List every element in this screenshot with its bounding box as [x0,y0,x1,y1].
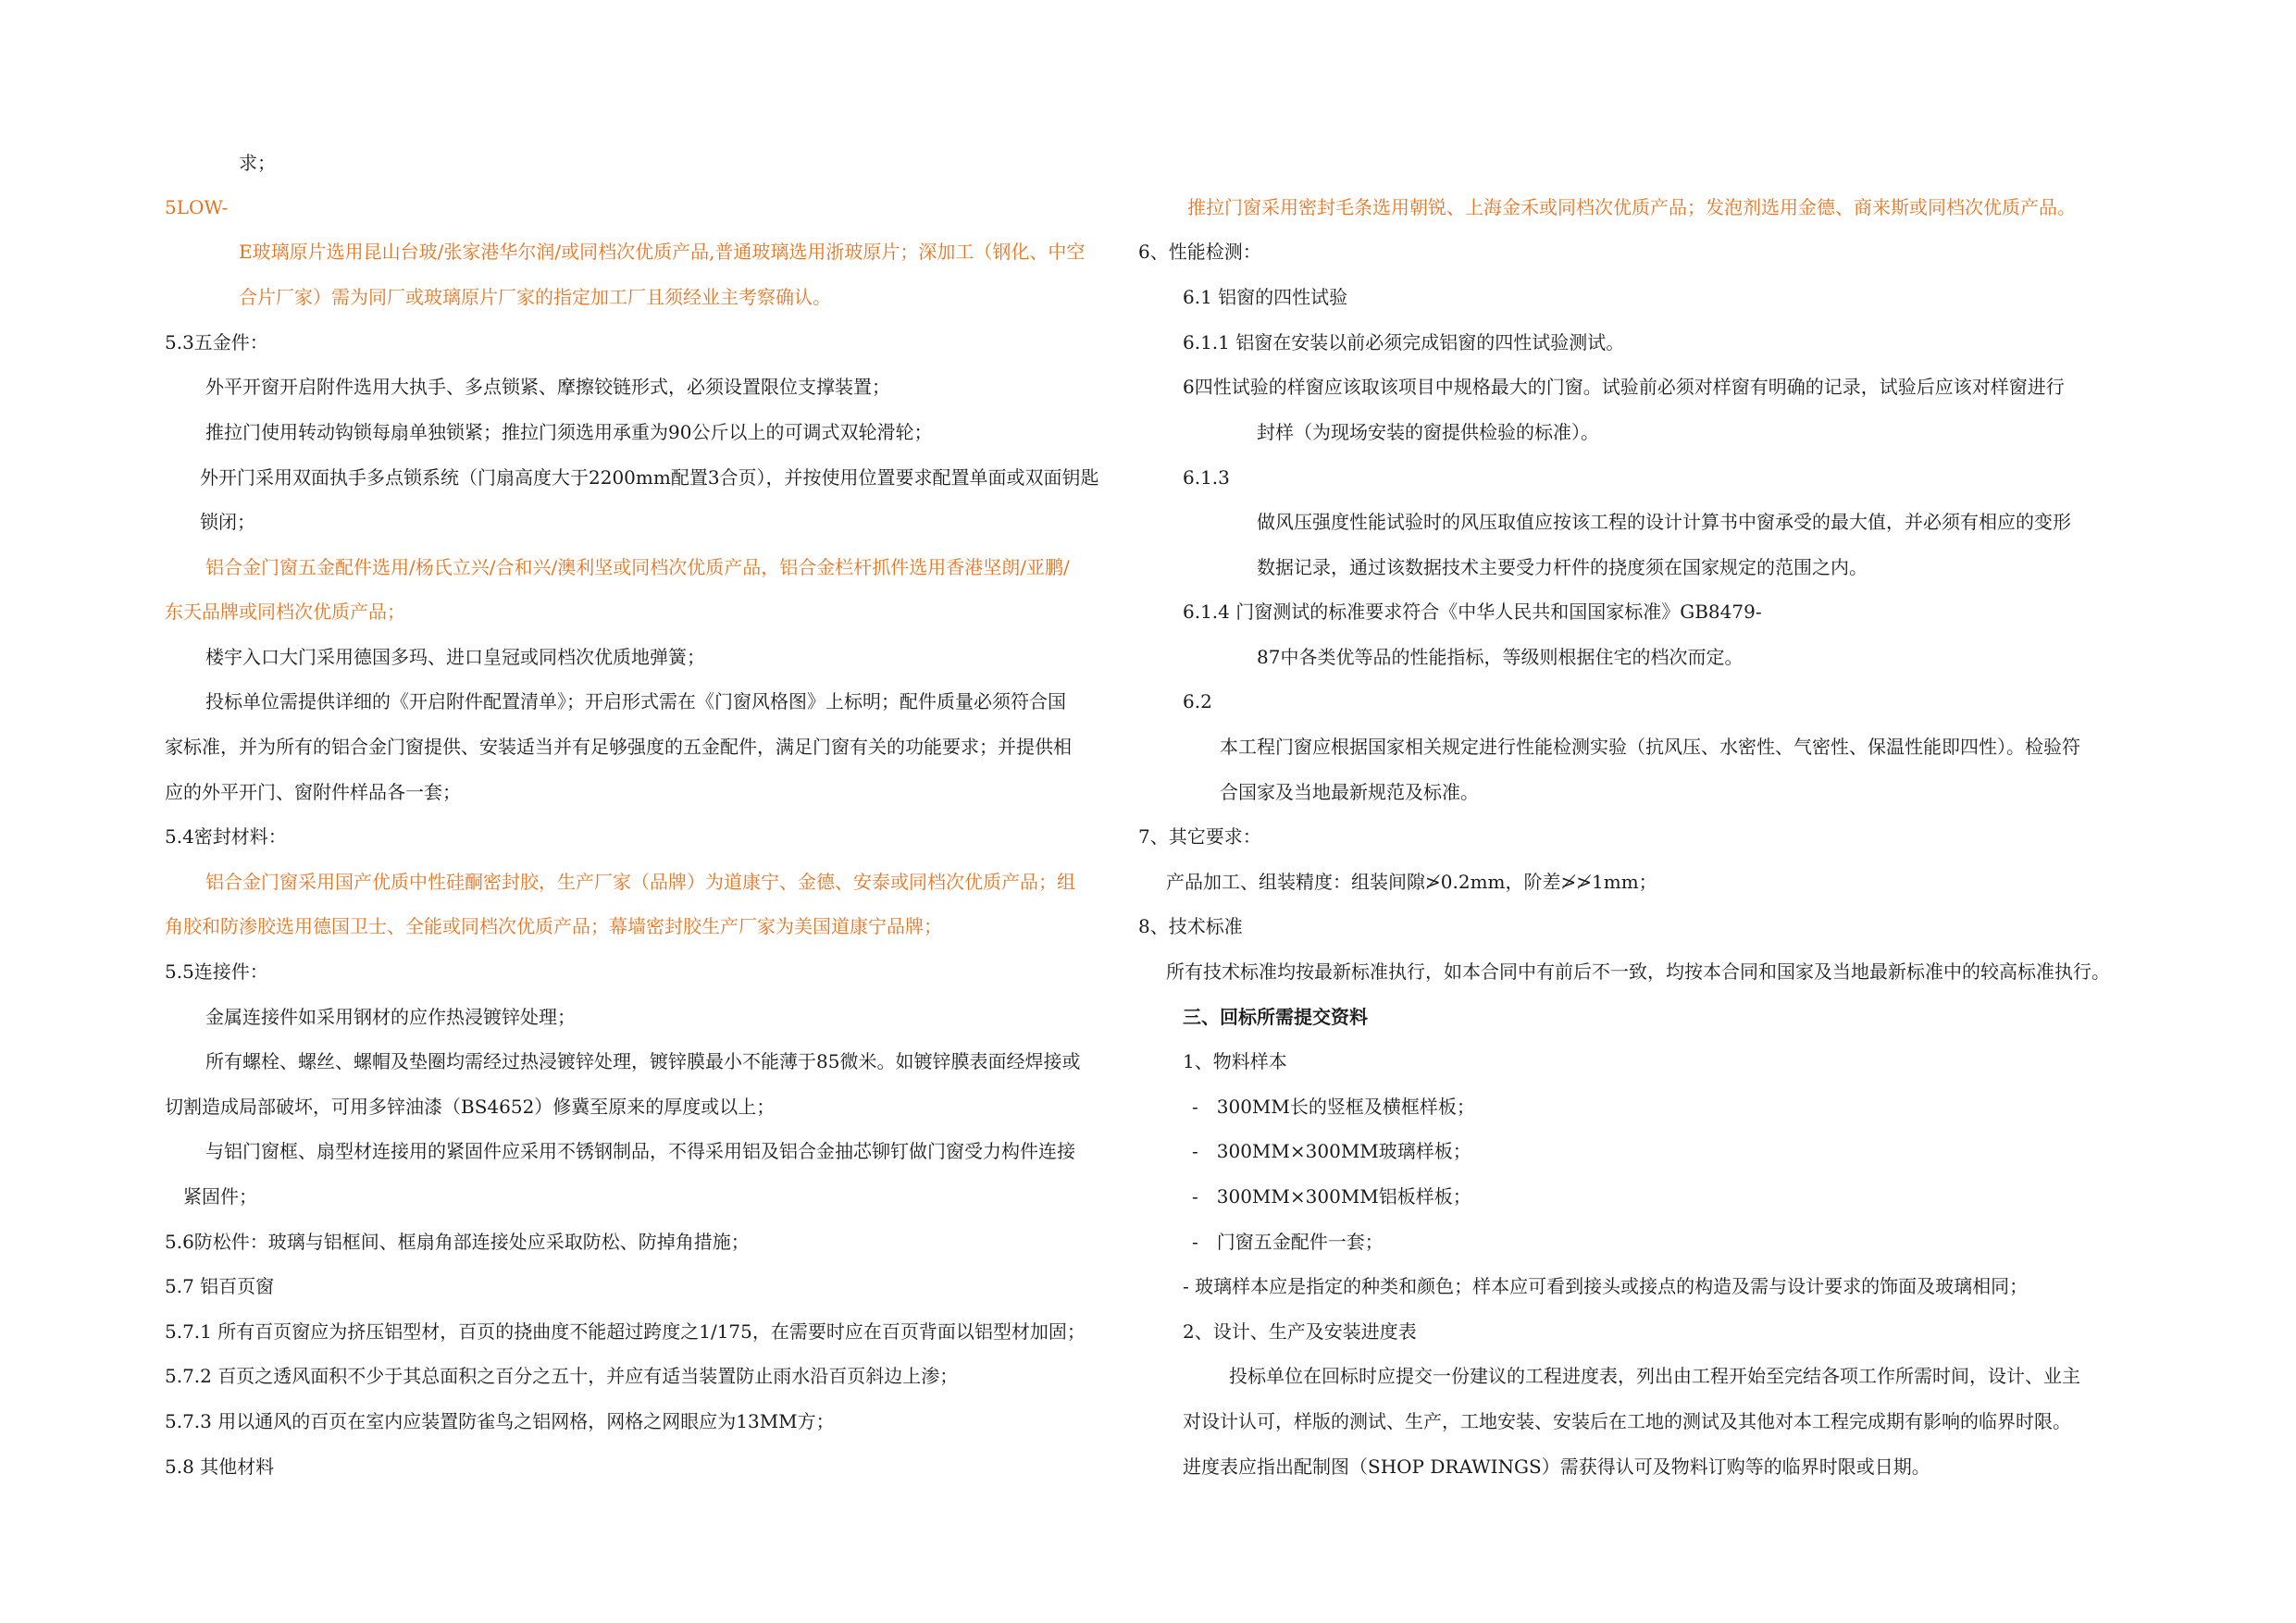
text-line: 紧固件； [183,1185,257,1208]
text-line: 外平开窗开启附件选用大执手、多点锁紧、摩擦铰链形式，必须设置限位支撑装置； [205,376,890,398]
text-line: 推拉门使用转动钩锁每扇单独锁紧；推拉门须选用承重为90公斤以上的可调式双轮滑轮； [205,421,933,443]
text-line: 87中各类优等品的性能指标，等级则根据住宅的档次而定。 [1257,646,1744,668]
text-line: 与铝门窗框、扇型材连接用的紧固件应采用不锈钢制品，不得采用铝及铝合金抽芯铆钉做门窗受力构件连接 [205,1140,1075,1162]
subsection-heading: 1、物料样本 [1183,1050,1287,1072]
text-line: 家标准，并为所有的铝合金门窗提供、安装适当并有足够强度的五金配件，满足门窗有关的功能要求；并提供相 [165,736,1072,758]
highlighted-text-line: 5LOW- [165,196,229,218]
text-line: 锁闭； [200,511,255,533]
text-line: 金属连接件如采用钢材的应作热浸镀锌处理； [205,1006,576,1028]
text-line: 切割造成局部破坏，可用多锌油漆（BS4652）修冀至原来的厚度或以上； [165,1096,776,1118]
list-item: - 300MM×300MM玻璃样板； [1192,1140,1471,1162]
text-line: 求； [239,152,276,174]
section-heading: 5.4密封材料： [165,825,287,848]
text-line: 6四性试验的样窗应该取该项目中规格最大的门窗。试验前必须对样窗有明确的记录，试验后应该对样窗进行 [1183,376,2065,398]
section-heading: 5.3五金件： [165,331,268,353]
section-number: 6.2 [1183,690,1212,712]
text-line: 应的外平开门、窗附件样品各一套； [165,781,461,803]
text-line: 外开门采用双面执手多点锁系统（门扇高度大于2200mm配置3合页），并按使用位置要求配置单面或双面钥匙 [200,466,1099,489]
text-line: 本工程门窗应根据国家相关规定进行性能检测实验（抗风压、水密性、气密性、保温性能即四性）。检验符 [1220,736,2080,758]
text-line: 做风压强度性能试验时的风压取值应按该工程的设计计算书中窗承受的最大值，并必须有相应的变形 [1257,511,2071,533]
subsection-heading: 2、设计、生产及安装进度表 [1183,1320,1417,1343]
section-heading: 5.7 铝百页窗 [165,1275,275,1297]
section-heading: 5.5连接件： [165,960,268,983]
highlighted-text-line: 合片厂家）需为同厂或玻璃原片厂家的指定加工厂且须经业主考察确认。 [239,286,831,308]
list-item: - 300MM长的竖框及横框样板； [1192,1096,1475,1118]
highlighted-text-line: E玻璃原片选用昆山台玻/张家港华尔润/或同档次优质产品,普通玻璃选用浙玻原片；深加工（钢化、中空 [239,241,1086,263]
highlighted-text-line: 角胶和防渗胶选用德国卫士、全能或同档次优质产品；幕墙密封胶生产厂家为美国道康宁品牌； [165,915,942,937]
text-line: 楼宇入口大门采用德国多玛、进口皇冠或同档次优质地弹簧； [205,646,705,668]
highlighted-text-line: 铝合金门窗采用国产优质中性硅酮密封胶，生产厂家（品牌）为道康宁、金德、安泰或同档次优质产品；组 [205,871,1075,893]
text-line: 合国家及当地最新规范及标准。 [1220,781,1479,803]
text-line: 投标单位在回标时应提交一份建议的工程进度表，列出由工程开始至完结各项工作所需时间，设计、业主 [1229,1365,2080,1387]
text-line: 进度表应指出配制图（SHOP DRAWINGS）需获得认可及物料订购等的临界时限或日期。 [1183,1456,1930,1478]
list-item: - 玻璃样本应是指定的种类和颜色；样本应可看到接头或接点的构造及需与设计要求的饰面及玻璃相同； [1183,1275,2029,1297]
section-heading: 6、性能检测： [1138,241,1261,263]
chapter-heading: 三、回标所需提交资料 [1183,1006,1368,1028]
section-heading: 6.1 铝窗的四性试验 [1183,286,1348,308]
text-line: 对设计认可，样版的测试、生产，工地安装、安装后在工地的测试及其他对本工程完成期有影响的临界时限。 [1183,1410,2071,1432]
highlighted-text-line: 铝合金门窗五金配件选用/杨氏立兴/合和兴/澳利坚或同档次优质产品，铝合金栏杆抓件选用香港坚朗/亚鹏/ [205,556,1070,578]
text-line: 投标单位需提供详细的《开启附件配置清单》；开启形式需在《门窗风格图》上标明；配件质量必须符合国 [205,690,1066,712]
section-heading: 8、技术标准 [1138,915,1243,937]
highlighted-text-line: 东天品牌或同档次优质产品； [165,601,405,623]
text-line: 所有螺栓、螺丝、螺帽及垫圈均需经过热浸镀锌处理，镀锌膜最小不能薄于85微米。如镀锌膜表面经焊接或 [205,1050,1081,1072]
list-item: - 门窗五金配件一套； [1192,1231,1384,1253]
text-line: 6.1.4 门窗测试的标准要求符合《中华人民共和国国家标准》GB8479- [1183,601,1762,623]
text-line: 所有技术标准均按最新标准执行，如本合同中有前后不一致，均按本合同和国家及当地最新标准中的较高标准执行。 [1166,960,2110,983]
text-line: 数据记录，通过该数据技术主要受力杆件的挠度须在国家规定的范围之内。 [1257,556,1868,578]
highlighted-text-line: 推拉门窗采用密封毛条选用朝锐、上海金禾或同档次优质产品；发泡剂选用金德、商来斯或同档次优质产品。 [1187,196,2076,218]
text-line: 产品加工、组装精度：组装间隙≯0.2mm，阶差≯≯1mm； [1166,871,1657,893]
text-line: 5.7.3 用以通风的百页在室内应装置防雀鸟之铝网格，网格之网眼应为13MM方； [165,1410,835,1432]
text-line: 5.7.2 百页之透风面积不少于其总面积之百分之五十，并应有适当装置防止雨水沿百页斜边上渗； [165,1365,959,1387]
section-heading: 5.8 其他材料 [165,1456,275,1478]
section-heading: 5.6防松件：玻璃与铝框间、框扇角部连接处应采取防松、防掉角措施； [165,1231,750,1253]
section-heading: 7、其它要求： [1138,825,1261,848]
text-line: 5.7.1 所有百页窗应为挤压铝型材，百页的挠曲度不能超过跨度之1/175，在需要时应在百页背面以铝型材加固； [165,1320,1086,1343]
list-item: - 300MM×300MM铝板样板； [1192,1185,1471,1208]
text-line: 6.1.1 铝窗在安装以前必须完成铝窗的四性试验测试。 [1183,331,1625,353]
text-line: 封样（为现场安装的窗提供检验的标准）。 [1257,421,1599,443]
section-number: 6.1.3 [1183,466,1230,489]
